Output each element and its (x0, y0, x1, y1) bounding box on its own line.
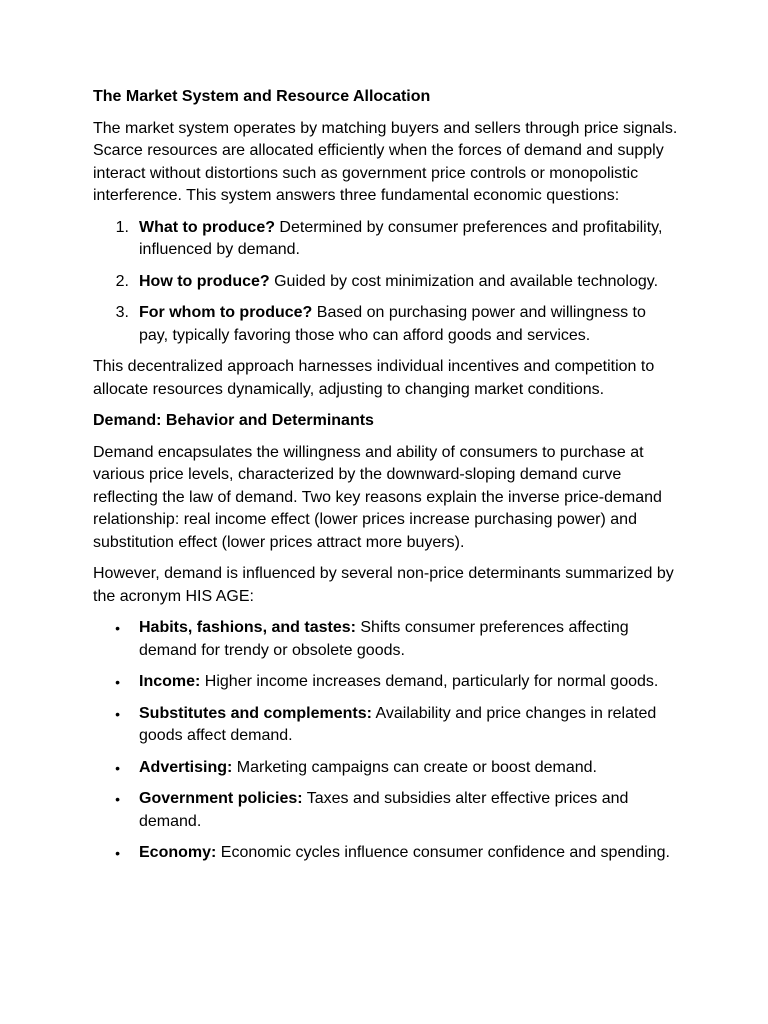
demand-paragraph: Demand encapsulates the willingness and ability of consumers to purchase at various price levels, characterized by the downward-sloping demand curve reflecting the law of demand. Two key reasons explain the inverse price-demand relationship: real income effect (lower prices increase purchasing power) and substitution effect (lower prices attract more buyers). (93, 443, 662, 551)
list-item-term: Government policies: (139, 790, 303, 807)
list-item-term: Advertising: (139, 758, 233, 776)
list-item (93, 302, 678, 347)
list-number: 2. (115, 272, 129, 290)
list-item-text: Higher income increases demand, particularly for normal goods. (200, 673, 659, 690)
bullet-icon: • (115, 705, 120, 722)
list-item-term: What to produce? (139, 218, 275, 236)
list-item (93, 757, 678, 780)
list-item-term: Habits, fashions, and tastes: (139, 619, 356, 636)
list-number: 1. (115, 218, 129, 236)
bullet-icon: • (115, 845, 120, 861)
bullet-icon: • (115, 620, 120, 636)
questions-list (93, 217, 678, 348)
list-item (93, 271, 678, 294)
intro-paragraph: The market system operates by matching buyers and sellers through price signals. Scarce resources are allocated efficiently when the forces of demand and supply interact without distortions such as government price controls or monopolistic interference. This system answers three fundamental economic questions: (93, 119, 678, 204)
list-item-term: Substitutes and complements: (139, 704, 372, 722)
list-item-text: Economic cycles influence consumer confidence and spending. (216, 844, 670, 861)
closing-paragraph: This decentralized approach harnesses individual incentives and competition to allocate resources dynamically, adjusting to changing market conditions. (93, 358, 655, 398)
list-item-text: Shifts consumer preferences affecting demand for trendy or obsolete goods. (139, 619, 629, 659)
bullet-icon: • (115, 674, 120, 690)
list-item (93, 703, 678, 748)
list-item-text: Marketing campaigns can create or boost demand. (232, 758, 597, 776)
list-item (93, 788, 678, 833)
list-item-text: Guided by cost minimization and available technology. (269, 272, 659, 290)
bullet-icon: • (115, 759, 120, 776)
list-item-term: Economy: (139, 844, 217, 861)
section-title-demand: Demand: Behavior and Determinants (93, 412, 374, 429)
list-item-text: Based on purchasing power and willingness to pay, typically favoring those who can afford goods and services. (139, 304, 646, 344)
list-item (93, 842, 678, 865)
list-item (93, 671, 678, 694)
determinants-list (93, 617, 678, 865)
list-item-text: Availability and price changes in related goods affect demand. (139, 704, 657, 744)
list-item (93, 217, 678, 262)
determinants-intro-paragraph: However, demand is influenced by several non-price determinants summarized by the acronym HIS AGE: (93, 565, 674, 605)
list-item-term: Income: (139, 673, 201, 690)
list-item-text: Determined by consumer preferences and profitability, influenced by demand. (139, 218, 663, 258)
list-item-text: Taxes and subsidies alter effective prices and demand. (139, 790, 629, 830)
list-item-term: How to produce? (139, 272, 270, 290)
list-number: 3. (115, 304, 129, 321)
list-item-term: For whom to produce? (139, 304, 313, 321)
list-item (93, 617, 678, 662)
bullet-icon: • (115, 791, 120, 807)
section-title-market-system: The Market System and Resource Allocation (93, 88, 431, 105)
